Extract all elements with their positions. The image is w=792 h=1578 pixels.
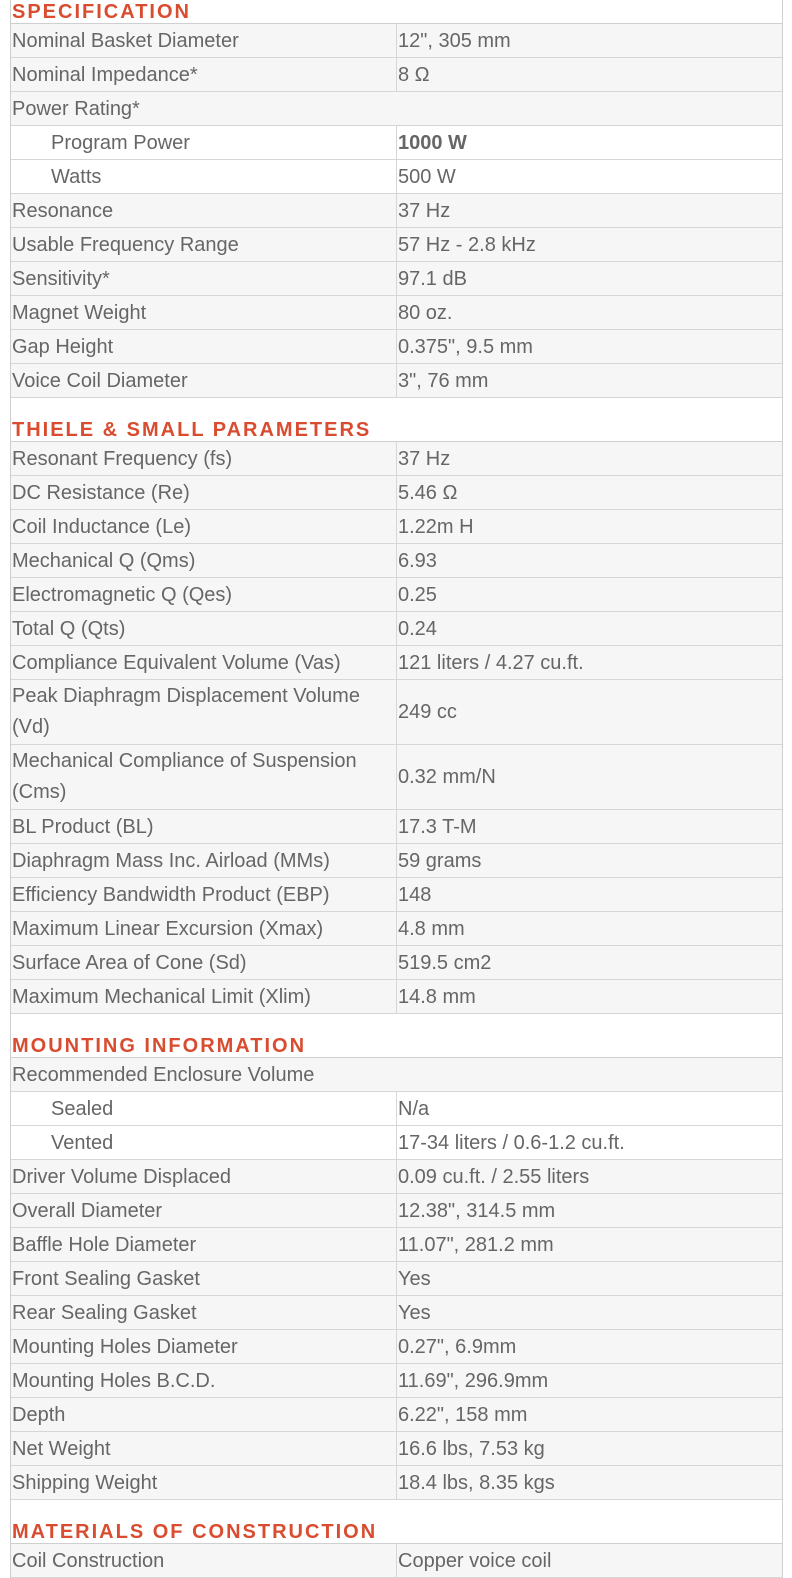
table-row bbox=[11, 1544, 782, 1578]
table-row bbox=[11, 1228, 782, 1262]
section-title-materials: MATERIALS OF CONSTRUCTION bbox=[11, 1520, 782, 1544]
section-title-mounting: MOUNTING INFORMATION bbox=[11, 1034, 782, 1058]
row-value: 14.8 mm bbox=[398, 985, 476, 1008]
section-title-thiele-small: THIELE & SMALL PARAMETERS bbox=[11, 418, 782, 442]
table-row bbox=[11, 646, 782, 680]
table-row bbox=[11, 228, 782, 262]
row-value: 1.22m H bbox=[398, 515, 474, 538]
table-row bbox=[11, 1160, 782, 1194]
row-label: Diaphragm Mass Inc. Airload (MMs) bbox=[11, 844, 397, 877]
table-row bbox=[11, 844, 782, 878]
table-row bbox=[11, 878, 782, 912]
row-value: 18.4 lbs, 8.35 kgs bbox=[398, 1471, 555, 1494]
section-title-specification: SPECIFICATION bbox=[11, 0, 782, 24]
table-row bbox=[11, 612, 782, 646]
table-row bbox=[11, 1092, 782, 1126]
row-value: 37 Hz bbox=[398, 447, 451, 470]
row-value: 0.09 cu.ft. / 2.55 liters bbox=[398, 1165, 590, 1188]
row-label: BL Product (BL) bbox=[11, 810, 397, 843]
row-value: 11.07", 281.2 mm bbox=[398, 1233, 554, 1256]
row-label: Program Power bbox=[11, 126, 397, 159]
row-label: Net Weight bbox=[11, 1432, 397, 1465]
row-value: 0.25 bbox=[398, 583, 437, 606]
row-value: 57 Hz - 2.8 kHz bbox=[398, 233, 536, 256]
table-row bbox=[11, 262, 782, 296]
table-row bbox=[11, 1194, 782, 1228]
row-value: 17.3 T-M bbox=[398, 815, 477, 838]
table-row bbox=[11, 442, 782, 476]
row-value: 4.8 mm bbox=[398, 917, 465, 940]
row-value: 148 bbox=[398, 883, 432, 906]
table-row bbox=[11, 745, 782, 810]
row-label: DC Resistance (Re) bbox=[11, 476, 397, 509]
row-label: Overall Diameter bbox=[11, 1194, 397, 1227]
table-row bbox=[11, 1432, 782, 1466]
row-value: 59 grams bbox=[398, 849, 482, 872]
row-label: Total Q (Qts) bbox=[11, 612, 397, 645]
table-row bbox=[11, 1296, 782, 1330]
row-value: 0.375", 9.5 mm bbox=[398, 335, 533, 358]
row-label: Watts bbox=[11, 160, 397, 193]
row-value: 1000 W bbox=[398, 131, 467, 154]
row-value: 0.27", 6.9mm bbox=[398, 1335, 517, 1358]
table-row bbox=[11, 980, 782, 1014]
row-value: 8 Ω bbox=[398, 63, 430, 86]
row-value: 97.1 dB bbox=[398, 267, 467, 290]
table-row bbox=[11, 476, 782, 510]
row-label: Power Rating* bbox=[12, 97, 140, 120]
row-value: 121 liters / 4.27 cu.ft. bbox=[398, 651, 584, 674]
table-row bbox=[11, 1262, 782, 1296]
row-label: Nominal Basket Diameter bbox=[11, 24, 397, 57]
table-row bbox=[11, 58, 782, 92]
spec-sheet bbox=[10, 0, 783, 1578]
row-label: Voice Coil Diameter bbox=[11, 364, 397, 397]
row-label: Gap Height bbox=[11, 330, 397, 363]
row-label: Efficiency Bandwidth Product (EBP) bbox=[11, 878, 397, 911]
row-value: 0.32 mm/N bbox=[398, 766, 496, 788]
table-row bbox=[11, 194, 782, 228]
row-value: 6.93 bbox=[398, 549, 437, 572]
table-row bbox=[11, 680, 782, 745]
row-label: Nominal Impedance* bbox=[11, 58, 397, 91]
table-row bbox=[11, 364, 782, 398]
table-row bbox=[11, 160, 782, 194]
row-value: Copper voice coil bbox=[398, 1549, 552, 1572]
row-label: Sealed bbox=[11, 1092, 397, 1125]
row-value: 6.22", 158 mm bbox=[398, 1403, 528, 1426]
row-value: 519.5 cm2 bbox=[398, 951, 492, 974]
row-label: Magnet Weight bbox=[11, 296, 397, 329]
table-row bbox=[11, 1364, 782, 1398]
row-label: Resonance bbox=[11, 194, 397, 227]
row-value: 0.24 bbox=[398, 617, 437, 640]
table-row bbox=[11, 946, 782, 980]
table-row-group-header bbox=[11, 92, 782, 126]
row-label: Front Sealing Gasket bbox=[11, 1262, 397, 1295]
table-row bbox=[11, 510, 782, 544]
row-label: Usable Frequency Range bbox=[11, 228, 397, 261]
row-value: 500 W bbox=[398, 165, 456, 188]
row-value: 249 cc bbox=[398, 701, 457, 723]
row-value: Yes bbox=[398, 1301, 431, 1324]
row-value: Yes bbox=[398, 1267, 431, 1290]
row-value: 80 oz. bbox=[398, 301, 453, 324]
row-label: Mounting Holes B.C.D. bbox=[11, 1364, 397, 1397]
table-row bbox=[11, 24, 782, 58]
table-row bbox=[11, 1126, 782, 1160]
row-value: 37 Hz bbox=[398, 199, 451, 222]
table-row bbox=[11, 1466, 782, 1500]
row-label: Shipping Weight bbox=[11, 1466, 397, 1499]
table-row bbox=[11, 1398, 782, 1432]
row-label: Maximum Mechanical Limit (Xlim) bbox=[11, 980, 397, 1013]
row-label: Vented bbox=[11, 1126, 397, 1159]
row-value: 12.38", 314.5 mm bbox=[398, 1199, 556, 1222]
table-row bbox=[11, 810, 782, 844]
table-row bbox=[11, 1330, 782, 1364]
row-label: Coil Construction bbox=[11, 1544, 397, 1577]
row-label: Baffle Hole Diameter bbox=[11, 1228, 397, 1261]
row-value: 17-34 liters / 0.6-1.2 cu.ft. bbox=[398, 1131, 625, 1154]
table-row bbox=[11, 578, 782, 612]
row-label: Mounting Holes Diameter bbox=[11, 1330, 397, 1363]
row-value: 3", 76 mm bbox=[398, 369, 489, 392]
table-row bbox=[11, 544, 782, 578]
table-row bbox=[11, 330, 782, 364]
row-label: Rear Sealing Gasket bbox=[11, 1296, 397, 1329]
table-row bbox=[11, 126, 782, 160]
row-value: 11.69", 296.9mm bbox=[398, 1369, 549, 1392]
row-label: Mechanical Compliance of Suspension (Cms) bbox=[11, 745, 397, 809]
table-row bbox=[11, 912, 782, 946]
row-value: 12", 305 mm bbox=[398, 29, 511, 52]
row-label: Resonant Frequency (fs) bbox=[11, 442, 397, 475]
row-label: Recommended Enclosure Volume bbox=[12, 1063, 315, 1086]
row-value: 16.6 lbs, 7.53 kg bbox=[398, 1437, 545, 1460]
row-label: Coil Inductance (Le) bbox=[11, 510, 397, 543]
row-label: Peak Diaphragm Displacement Volume (Vd) bbox=[11, 680, 397, 744]
row-label: Driver Volume Displaced bbox=[11, 1160, 397, 1193]
row-label: Mechanical Q (Qms) bbox=[11, 544, 397, 577]
row-value: N/a bbox=[398, 1097, 430, 1120]
row-value: 5.46 Ω bbox=[398, 481, 458, 504]
row-label: Electromagnetic Q (Qes) bbox=[11, 578, 397, 611]
row-label: Maximum Linear Excursion (Xmax) bbox=[11, 912, 397, 945]
table-row bbox=[11, 296, 782, 330]
table-row-group-header bbox=[11, 1058, 782, 1092]
row-label: Sensitivity* bbox=[11, 262, 397, 295]
row-label: Surface Area of Cone (Sd) bbox=[11, 946, 397, 979]
row-label: Compliance Equivalent Volume (Vas) bbox=[11, 646, 397, 679]
row-label: Depth bbox=[11, 1398, 397, 1431]
